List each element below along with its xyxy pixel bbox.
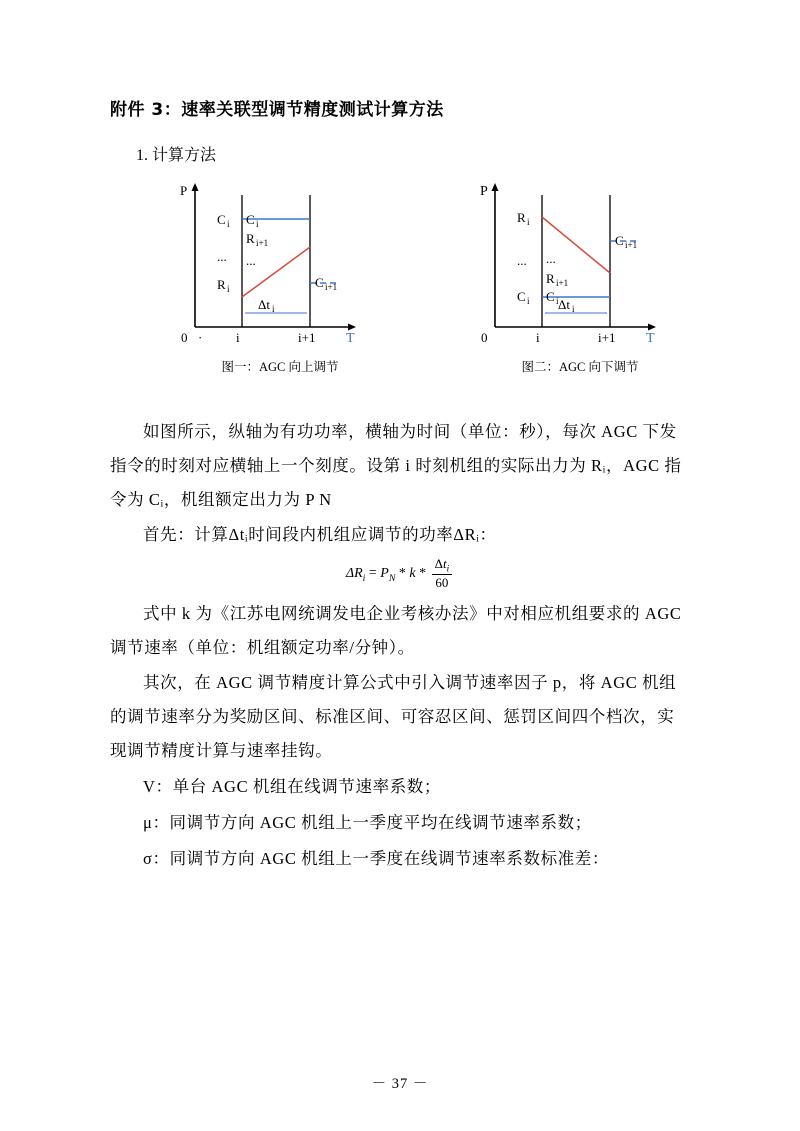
paragraph-7: σ：同调节方向 AGC 机组上一季度在线调节速率系数标准差： xyxy=(143,848,609,868)
svg-text:i+1: i+1 xyxy=(598,330,616,345)
svg-text:P: P xyxy=(180,183,188,198)
svg-text:i: i xyxy=(572,304,575,314)
figure-1-diagram xyxy=(150,175,410,355)
formula-denominator: 60 xyxy=(435,574,449,590)
body-text xyxy=(110,415,690,875)
paragraph-3: 式中 k 为《江苏电网统调发电企业考核办法》中对相应机组要求的 AGC 调节速率（单位：机组额定功率/分钟）。 xyxy=(110,603,682,657)
svg-text:i+1: i+1 xyxy=(325,282,338,292)
svg-text:...: ... xyxy=(546,251,556,266)
figure-2-caption: 图二：AGC 向下调节 xyxy=(521,360,639,374)
svg-text:i+1: i+1 xyxy=(625,240,638,250)
svg-text:R: R xyxy=(517,210,526,225)
svg-text:i: i xyxy=(556,296,559,306)
svg-text:i: i xyxy=(236,330,240,345)
figure-1 xyxy=(150,175,410,375)
formula-rhs: $P_N$ * k * $\frac{\Delta t_i}{60}$ xyxy=(380,566,454,581)
svg-text:C: C xyxy=(315,275,324,290)
formula-numerator: $\Delta t_i$ xyxy=(432,556,453,575)
svg-text:·: · xyxy=(198,330,203,345)
svg-text:...: ... xyxy=(217,249,227,264)
svg-text:...: ... xyxy=(517,253,527,268)
svg-text:C: C xyxy=(246,212,255,227)
svg-text:R: R xyxy=(546,271,555,286)
svg-text:T: T xyxy=(346,331,355,346)
svg-text:i: i xyxy=(527,296,530,306)
svg-text:C: C xyxy=(217,212,226,227)
page-footer: － 37 － xyxy=(371,1076,429,1092)
svg-text:C: C xyxy=(517,289,526,304)
page-title: 附件 3：速率关联型调节精度测试计算方法 xyxy=(110,100,444,120)
figure-2-diagram xyxy=(450,175,710,355)
svg-text:...: ... xyxy=(246,253,256,268)
formula-fraction xyxy=(432,556,453,591)
svg-text:C: C xyxy=(546,289,555,304)
svg-text:P: P xyxy=(480,184,488,199)
svg-text:i+1: i+1 xyxy=(298,330,316,345)
paragraph-1: 如图所示，纵轴为有功功率，横轴为时间（单位：秒），每次 AGC 下发指令的时刻对应横轴上一个刻度。设第 i 时刻机组的实际出力为 Rᵢ，AGC 指令为 Cᵢ，机组额定出力为 P N xyxy=(110,422,682,509)
formula-equals: = xyxy=(368,565,381,581)
figure-2 xyxy=(450,175,710,375)
svg-text:i+1: i+1 xyxy=(556,278,569,288)
section-heading-1: 1. 计算方法 xyxy=(136,147,217,164)
paragraph-5: V：单台 AGC 机组在线调节速率系数； xyxy=(143,776,442,796)
svg-text:i: i xyxy=(256,219,259,229)
svg-text:R: R xyxy=(217,277,226,292)
figure-1-caption: 图一：AGC 向上调节 xyxy=(221,360,339,374)
svg-text:Δt: Δt xyxy=(558,297,570,312)
paragraph-4: 其次，在 AGC 调节精度计算公式中引入调节速率因子 p，将 AGC 机组的调节速率分为奖励区间、标准区间、可容忍区间、惩罚区间四个档次，实现调节精度计算与速率挂钩。 xyxy=(110,673,677,761)
svg-text:R: R xyxy=(246,231,255,246)
svg-text:i: i xyxy=(227,219,230,229)
formula-lhs: $\Delta R_i$ xyxy=(345,565,366,584)
svg-text:i: i xyxy=(536,330,540,345)
paragraph-2: 首先：计算Δtᵢ时间段内机组应调节的功率ΔRᵢ： xyxy=(143,525,497,545)
figure-group xyxy=(150,175,690,375)
paragraph-6: μ：同调节方向 AGC 机组上一季度平均在线调节速率系数； xyxy=(143,812,592,832)
svg-text:i: i xyxy=(272,304,275,314)
svg-text:i: i xyxy=(227,284,230,294)
svg-text:C: C xyxy=(615,233,624,248)
svg-text:i+1: i+1 xyxy=(256,238,269,248)
svg-text:0: 0 xyxy=(181,330,188,345)
svg-text:T: T xyxy=(646,331,655,346)
formula-delta-r xyxy=(110,556,690,591)
svg-text:Δt: Δt xyxy=(258,297,270,312)
svg-text:0: 0 xyxy=(481,330,488,345)
svg-text:i: i xyxy=(527,217,530,227)
